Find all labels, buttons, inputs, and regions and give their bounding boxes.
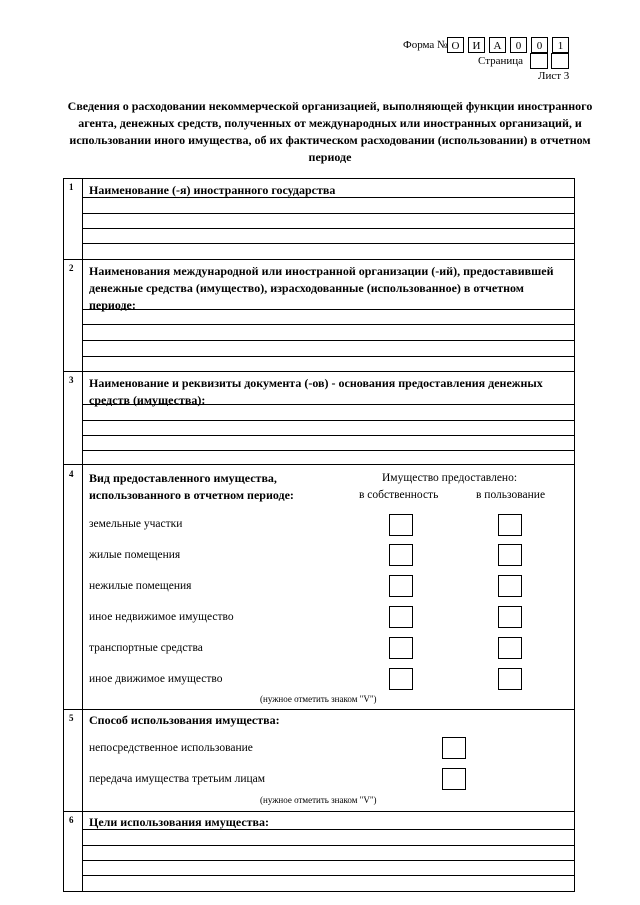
number-column-divider <box>82 178 83 892</box>
ownership-checkbox[interactable] <box>389 575 413 597</box>
section-2-title: Наименования международной или иностранной организации (-ий), предоставившей денежные средства (имущество), израсходованные (использованное) в отчетном периоде: <box>89 264 554 312</box>
document-title: Сведения о расходовании некоммерческой организацией, выполняющей функции иностранного агента, денежных средств, полученных от международных или иностранных организаций, и использовании иного имущества, об их фактическом расходовании (использовании) в отчетном периоде <box>67 99 593 164</box>
usage-method-checkbox[interactable] <box>442 768 466 790</box>
usage-checkbox[interactable] <box>498 606 522 628</box>
usage-checkbox[interactable] <box>498 668 522 690</box>
section-number: 6 <box>69 815 74 825</box>
entry-line[interactable] <box>82 324 575 325</box>
section-number: 3 <box>69 375 74 385</box>
section-number: 5 <box>69 713 74 723</box>
property-provided-header: Имущество предоставлено: <box>382 472 518 484</box>
entry-line[interactable] <box>82 435 575 436</box>
mark-instruction-note: (нужное отметить знаком "V") <box>260 795 377 805</box>
section-number: 1 <box>69 182 74 192</box>
entry-line[interactable] <box>82 404 575 405</box>
ownership-checkbox[interactable] <box>389 514 413 536</box>
entry-line[interactable] <box>82 875 575 876</box>
ownership-checkbox[interactable] <box>389 544 413 566</box>
entry-line[interactable] <box>82 228 575 229</box>
section-divider <box>63 811 575 812</box>
form-code-cell: 0 <box>510 37 527 53</box>
page-number-cell[interactable] <box>530 53 548 69</box>
form-code-cell: О <box>447 37 464 53</box>
section-6-title: Цели использования имущества: <box>89 815 270 829</box>
usage-checkbox[interactable] <box>498 637 522 659</box>
usage-checkbox[interactable] <box>498 575 522 597</box>
property-type-label: земельные участки <box>89 518 183 530</box>
section-divider <box>63 709 575 710</box>
entry-line[interactable] <box>82 420 575 421</box>
property-type-label: транспортные средства <box>89 642 203 654</box>
ownership-checkbox[interactable] <box>389 637 413 659</box>
entry-line[interactable] <box>82 197 575 198</box>
section-4-title: Вид предоставленного имущества, использованного в отчетном периоде: <box>89 471 294 502</box>
property-type-label: нежилые помещения <box>89 580 192 592</box>
entry-line[interactable] <box>82 860 575 861</box>
form-code-cell: 1 <box>552 37 569 53</box>
section-divider <box>63 371 575 372</box>
mark-instruction-note: (нужное отметить знаком "V") <box>260 694 377 704</box>
section-divider <box>63 259 575 260</box>
entry-line[interactable] <box>82 845 575 846</box>
entry-line[interactable] <box>82 829 575 830</box>
section-5-title: Способ использования имущества: <box>89 713 280 727</box>
usage-checkbox[interactable] <box>498 514 522 536</box>
property-type-label: иное движимое имущество <box>89 673 223 685</box>
section-number: 2 <box>69 263 74 273</box>
usage-method-label: передача имущества третьим лицам <box>89 773 266 785</box>
section-1-title: Наименование (-я) иностранного государства <box>89 183 336 197</box>
property-type-label: жилые помещения <box>89 549 181 561</box>
page-label: Страница <box>478 55 524 67</box>
form-code-cell: А <box>489 37 506 53</box>
entry-line[interactable] <box>82 309 575 310</box>
section-divider <box>63 464 575 465</box>
entry-line[interactable] <box>82 340 575 341</box>
sheet-label: Лист 3 <box>538 70 570 82</box>
section-3-title: Наименование и реквизиты документа (-ов) - основания предоставления денежных средств (имущества): <box>89 376 543 407</box>
entry-line[interactable] <box>82 213 575 214</box>
ownership-checkbox[interactable] <box>389 606 413 628</box>
section-number: 4 <box>69 469 74 479</box>
column-ownership-label: в собственность <box>359 489 439 501</box>
form-code-cell: И <box>468 37 485 53</box>
entry-line[interactable] <box>82 356 575 357</box>
form-number-label: Форма № <box>403 39 448 51</box>
form-code-cell: 0 <box>531 37 548 53</box>
usage-method-checkbox[interactable] <box>442 737 466 759</box>
property-type-label: иное недвижимое имущество <box>89 611 234 623</box>
usage-checkbox[interactable] <box>498 544 522 566</box>
entry-line[interactable] <box>82 243 575 244</box>
page-number-cell[interactable] <box>551 53 569 69</box>
column-usage-label: в пользование <box>476 489 546 501</box>
usage-method-label: непосредственное использование <box>89 742 253 754</box>
ownership-checkbox[interactable] <box>389 668 413 690</box>
entry-line[interactable] <box>82 450 575 451</box>
